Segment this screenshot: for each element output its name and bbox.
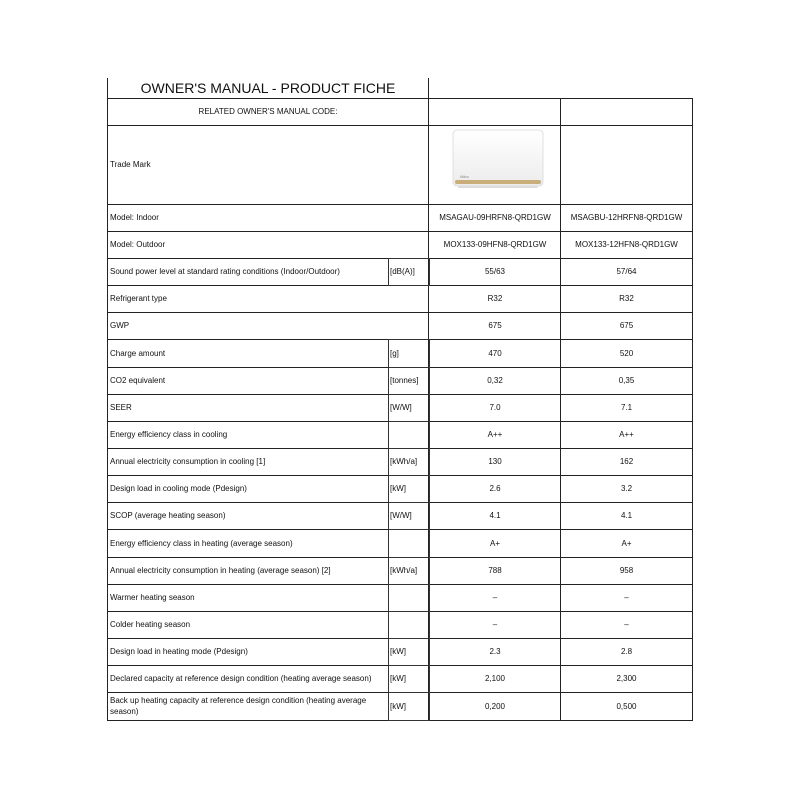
- value-model-2: –: [624, 593, 629, 602]
- row-unit: [kW]: [390, 484, 406, 493]
- value-model-2: 0,500: [616, 701, 637, 711]
- value-model-1: 470: [488, 348, 502, 358]
- row-unit: [kW]: [390, 701, 406, 711]
- value-model-2: A+: [621, 538, 632, 548]
- page-title: OWNER'S MANUAL - PRODUCT FICHE: [140, 80, 396, 96]
- row-label: SEER: [110, 403, 132, 412]
- value-model-2: 162: [619, 457, 634, 466]
- value-model-1: –: [492, 593, 498, 602]
- row-label: CO2 equivalent: [110, 376, 166, 385]
- row-label: Trade Mark: [110, 160, 151, 169]
- row-unit: [g]: [390, 348, 399, 358]
- value-model-2: 4.1: [620, 511, 633, 520]
- value-model-2: –: [624, 620, 629, 629]
- value-model-1: 2.6: [489, 484, 501, 493]
- value-model-2: 2,300: [616, 674, 637, 683]
- air-conditioner-image: [452, 128, 544, 194]
- row-label: Energy efficiency class in cooling: [110, 430, 228, 439]
- row-label: SCOP (average heating season): [110, 511, 226, 520]
- value-model-2: 2.8: [620, 647, 633, 656]
- value-model-2: MOX133-12HFN8-QRD1GW: [575, 240, 678, 249]
- row-unit: [kW]: [390, 647, 406, 656]
- value-model-2: 675: [619, 321, 634, 330]
- row-label: Annual electricity consumption in cooling [1]: [110, 457, 266, 466]
- value-model-1: 4.1: [489, 511, 501, 520]
- row-unit: [kW]: [390, 674, 406, 683]
- row-unit: [dB(A)]: [390, 267, 415, 276]
- row-label: Sound power level at standard rating conditions (Indoor/Outdoor): [110, 267, 340, 276]
- unit-cell: [388, 529, 430, 558]
- value-model-2: 520: [619, 348, 634, 358]
- row-unit: [kWh/a]: [390, 457, 418, 466]
- row-label: Model: Outdoor: [110, 240, 166, 249]
- value-model-1: 7.0: [489, 403, 501, 412]
- value-model-1: 675: [488, 321, 502, 330]
- value-model-2: R32: [619, 294, 634, 303]
- value-model-1: 0,200: [484, 701, 506, 711]
- value-model-2: 7.1: [620, 403, 633, 412]
- value-model-2: A++: [619, 430, 634, 439]
- value-model-2: 0,35: [618, 376, 635, 385]
- row-unit: [W/W]: [390, 511, 412, 520]
- row-label: Annual electricity consumption in heating (average season) [2]: [110, 566, 331, 575]
- value-model-1: 130: [488, 457, 502, 466]
- value-model-1: 2,100: [484, 674, 506, 683]
- row-label: Design load in cooling mode (Pdesign): [110, 484, 247, 493]
- value-model-2: 3.2: [620, 484, 633, 493]
- row-label: Refrigerant type: [110, 294, 167, 303]
- row-label: Declared capacity at reference design condition (heating average season): [110, 674, 372, 683]
- related-code-label: RELATED OWNER'S MANUAL CODE:: [198, 107, 338, 116]
- value-model-2: 57/64: [616, 267, 637, 276]
- value-model-1: A++: [487, 430, 503, 439]
- brand-logo: Midea: [460, 175, 469, 179]
- unit-cell: [388, 584, 430, 612]
- value-model-2: MSAGBU-12HRFN8-QRD1GW: [570, 213, 683, 222]
- value-model-1: 0,32: [487, 376, 503, 385]
- value-model-1: 55/63: [484, 267, 506, 276]
- row-label: Design load in heating mode (Pdesign): [110, 647, 248, 656]
- table-border-right: [692, 98, 693, 720]
- row-label: Charge amount: [110, 348, 166, 358]
- value-model-1: MSAGAU-09HRFN8-QRD1GW: [439, 213, 551, 222]
- value-model-1: R32: [487, 294, 503, 303]
- row-label: Warmer heating season: [110, 593, 195, 602]
- row-label: Model: Indoor: [110, 213, 159, 222]
- row-unit: [tonnes]: [390, 376, 419, 385]
- row-unit: [kWh/a]: [390, 566, 418, 575]
- value-model-1: A+: [489, 538, 500, 548]
- unit-cell: [388, 611, 430, 639]
- unit-cell: [388, 421, 430, 449]
- row-label: Colder heating season: [110, 620, 191, 629]
- row-label: Energy efficiency class in heating (average season): [110, 538, 293, 548]
- row-label: GWP: [110, 321, 130, 330]
- value-model-1: MOX133-09HFN8-QRD1GW: [443, 240, 547, 249]
- table-border-left: [107, 78, 108, 720]
- value-model-2: 958: [619, 566, 634, 575]
- value-model-1: –: [492, 620, 498, 629]
- value-model-1: 2.3: [489, 647, 501, 656]
- row-label: Back up heating capacity at reference design condition (heating average season): [110, 696, 367, 716]
- value-model-1: 788: [488, 566, 502, 575]
- row-unit: [W/W]: [390, 403, 412, 412]
